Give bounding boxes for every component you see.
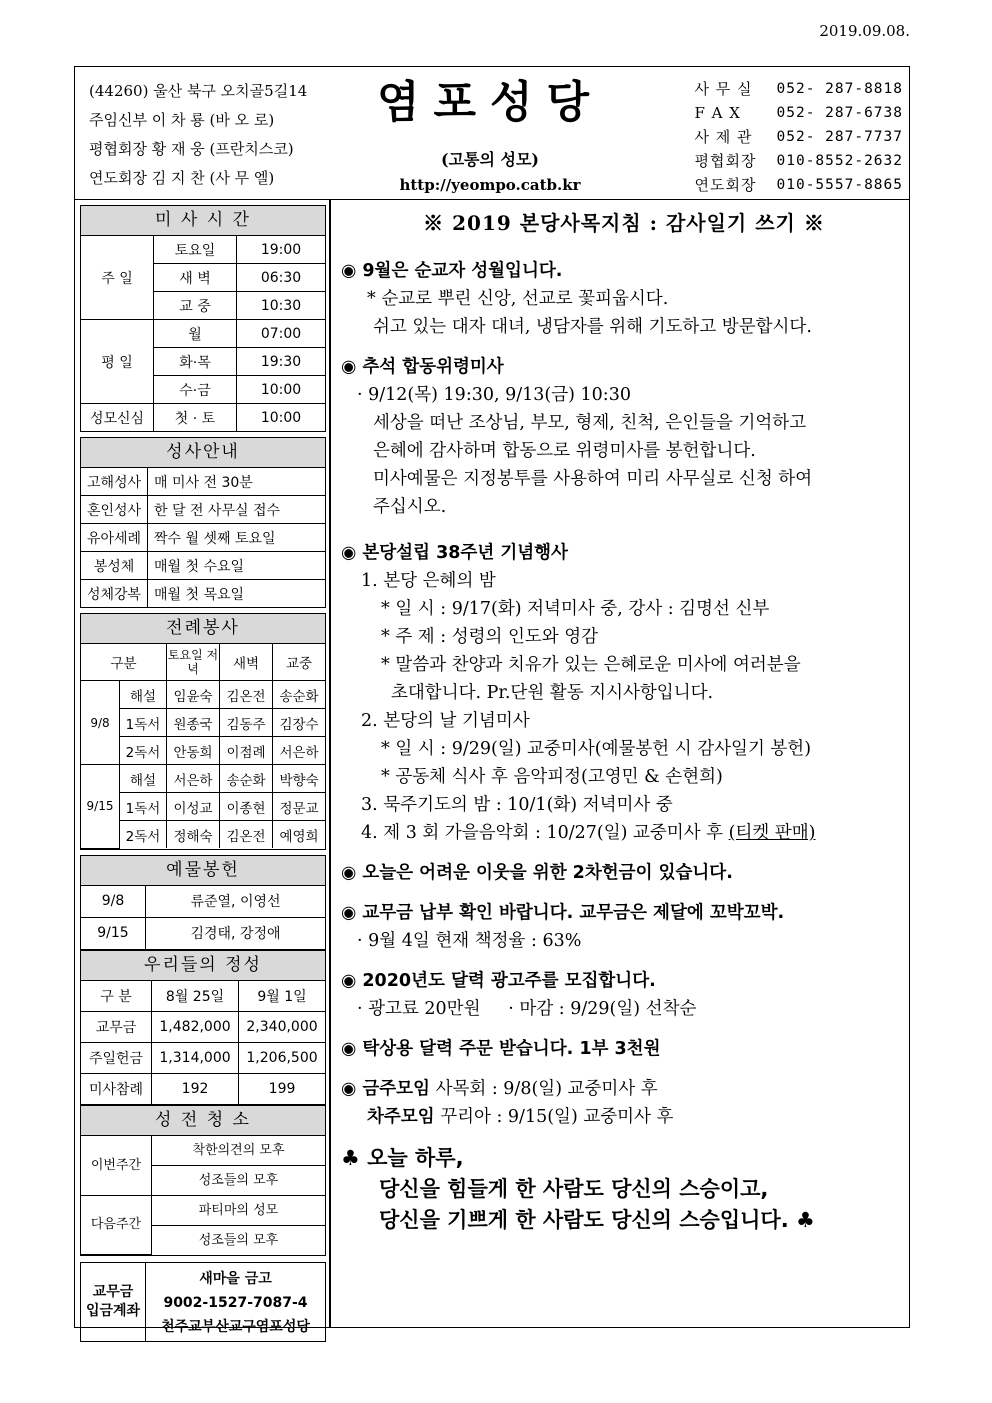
liturgy-table: 구분 토요일 저녁 새벽 교중 9/8 해설 임윤숙 김온전 송순화 1독서 원종국 김동주 김장수 2독서 안동희 이점례 서은하 9/15 해설 서은하 송순화 박향숙 1독서 이성교 이종현 정문교 2독서 정해숙 김온전 예영희 xyxy=(81,644,325,849)
account-label: 교무금 입금계좌 xyxy=(81,1263,146,1341)
notice-calendar-ads: ◉ 2020년도 달력 광고주를 모집합니다. · 광고료 20만원 · 마감 : 9/29(일) 선착순 xyxy=(341,971,697,1019)
bulletin-frame xyxy=(74,66,910,1335)
notice-chuseok-mass: ◉ 추석 합동위령미사 · 9/12(목) 19:30, 9/13(금) 10:30 세상을 떠난 조상님, 부모, 형제, 친척, 은인들을 기억하고 은혜에 감사하며 합동으로 위령미사를 봉헌합니다. 미사예물은 지정봉투를 사용하여 미리 사무실로 신청 하여 주십시오. xyxy=(341,357,813,517)
mass-times-box xyxy=(80,205,326,432)
address: (44260) 울산 북구 오치골5길14 xyxy=(89,82,308,100)
notice-second-collection: ◉ 오늘은 어려운 이웃을 위한 2차헌금이 있습니다. xyxy=(341,863,733,883)
contact-list xyxy=(695,77,904,197)
ticket-sale-note: (티켓 판매) xyxy=(728,823,816,843)
table-row: 혼인성사 한 달 전 사무실 접수 xyxy=(81,496,325,524)
notice-martyrs-month: ◉ 9월은 순교자 성월입니다. * 순교로 뿌린 신앙, 선교로 꽃피웁시다. 쉬고 있는 대자 대녀, 냉담자를 위해 기도하고 방문합시다. xyxy=(341,261,812,337)
liturgy-title: 전례봉사 xyxy=(81,614,325,644)
finance-title: 우리들의 정성 xyxy=(81,950,325,981)
priest: 주임신부 이 차 룡 (바 오 로) xyxy=(89,111,275,129)
sacraments-box xyxy=(80,437,326,608)
district-president: 연도회장 김 지 찬 (사 무 엘) xyxy=(89,169,275,187)
closing-quote: ♣ 오늘 하루, 당신을 힘들게 한 사람도 당신의 스승이고, 당신을 기쁘게 한 사람도 당신의 스승입니다. ♣ xyxy=(341,1146,815,1232)
issue-date: 2019.09.08. xyxy=(819,22,910,40)
account-bank: 새마을 금고 xyxy=(199,1271,272,1287)
table-row: 주일헌금 1,314,000 1,206,500 xyxy=(81,1042,325,1073)
finance-box xyxy=(80,949,326,1104)
table-row: 봉성체 매월 첫 수요일 xyxy=(81,552,325,580)
mass-times-title: 미 사 시 간 xyxy=(81,206,325,236)
table-row: 고해성사 매 미사 전 30분 xyxy=(81,468,325,496)
notice-anniversary: ◉ 본당설립 38주년 기념행사 1. 본당 은혜의 밤 * 일 시 : 9/17(화) 저녁미사 중, 강사 : 김명선 신부 * 주 제 : 성령의 인도와 영감 * 말씀과 찬양과 치유가 있는 은혜로운 미사에 여러분을 초대합니다. Pr.단원 활동 지시사항입니다. 2. 본당의 날 기념미사 * 일 시 : 9/29(일) 교중미사(예물봉헌 시 감사일기 봉헌) * 공동체 식사 후 음악피정(고영민 & 손현희) 3. 묵주기도의 밤 : 10/1(화) 저녁미사 중 4. 제 3 회 가을음악회 : 10/27(일) 교중미사 후 (티켓 판매) xyxy=(341,543,816,843)
parish-info xyxy=(89,77,307,193)
offering-box xyxy=(80,855,326,949)
parish-title: 염포성당 xyxy=(376,77,603,128)
pastoral-guideline-title: ※ 2019 본당사목지침 : 감사일기 쓰기 ※ xyxy=(423,211,825,235)
table-row: 교무금 1,482,000 2,340,000 xyxy=(81,1011,325,1042)
column-divider xyxy=(329,199,331,1327)
contact-item: 평협회장 010-8552-2632 xyxy=(694,152,903,170)
table-row: 9/15 김경태, 강정애 xyxy=(81,917,325,949)
account-details xyxy=(146,1263,325,1341)
sacraments-title: 성사안내 xyxy=(81,438,325,468)
notice-dues: ◉ 교무금 납부 확인 바랍니다. 교무금은 제달에 꼬박꼬박. · 9월 4일 현재 책정율 : 63% xyxy=(341,903,785,951)
parish-url[interactable]: http://yeompo.catb.kr xyxy=(399,176,581,194)
left-column xyxy=(80,205,326,1342)
table-row: 이번주간 착한의견의 모후 xyxy=(81,1136,325,1166)
table-row: 성체강복 매월 첫 목요일 xyxy=(81,580,325,608)
contact-item: 연도회장 010-5557-8865 xyxy=(694,176,903,194)
account-box xyxy=(80,1262,326,1342)
cleaning-title: 성 전 청 소 xyxy=(81,1105,325,1136)
cleaning-table: 이번주간 착한의견의 모후 성조들의 모후 다음주간 파티마의 성모 성조들의 모후 xyxy=(81,1136,325,1256)
finance-table: 구 분 8월 25일 9월 1일 교무금 1,482,000 2,340,000 주일헌금 1,314,000 1,206,500 미사참례 192 199 xyxy=(81,981,325,1104)
contact-item: F A X 052- 287-6738 xyxy=(694,104,903,122)
sacraments-table xyxy=(81,468,325,607)
contact-item: 사 무 실 052- 287-8818 xyxy=(694,80,903,98)
main-column xyxy=(341,207,907,1236)
parish-title-block xyxy=(375,73,605,194)
cleaning-box xyxy=(80,1104,326,1257)
header xyxy=(75,67,909,200)
parish-subtitle: (고통의 성모) xyxy=(441,150,539,169)
table-row: 다음주간 파티마의 성모 xyxy=(81,1195,325,1225)
notice-meetings: ◉ 금주모임 사목회 : 9/8(일) 교중미사 후 차주모임 꾸리아 : 9/15(일) 교중미사 후 xyxy=(341,1079,674,1127)
council-president: 평협회장 황 재 웅 (프란치스코) xyxy=(89,140,294,158)
table-row: 미사참례 192 199 xyxy=(81,1073,325,1104)
offering-table xyxy=(81,886,325,949)
notice-desk-calendar: ◉ 탁상용 달력 주문 받습니다. 1부 3천원 xyxy=(341,1039,661,1059)
liturgy-box xyxy=(80,613,326,850)
table-row: 유아세례 짝수 월 셋째 토요일 xyxy=(81,524,325,552)
account-number: 9002-1527-7087-4 xyxy=(163,1295,308,1311)
contact-item: 사 제 관 052- 287-7737 xyxy=(694,128,903,146)
account-holder: 천주교부산교구염포성당 xyxy=(161,1319,310,1335)
mass-times-table: 주 일 토요일 19:00 새 벽 06:30 교 중 10:30 평 일 월 07:00 화·목 19:30 수·금 10:00 성모신심 첫 · 토 10:00 xyxy=(81,236,325,431)
table-row: 9/8 류준열, 이영선 xyxy=(81,886,325,918)
offering-title: 예물봉헌 xyxy=(81,856,325,886)
